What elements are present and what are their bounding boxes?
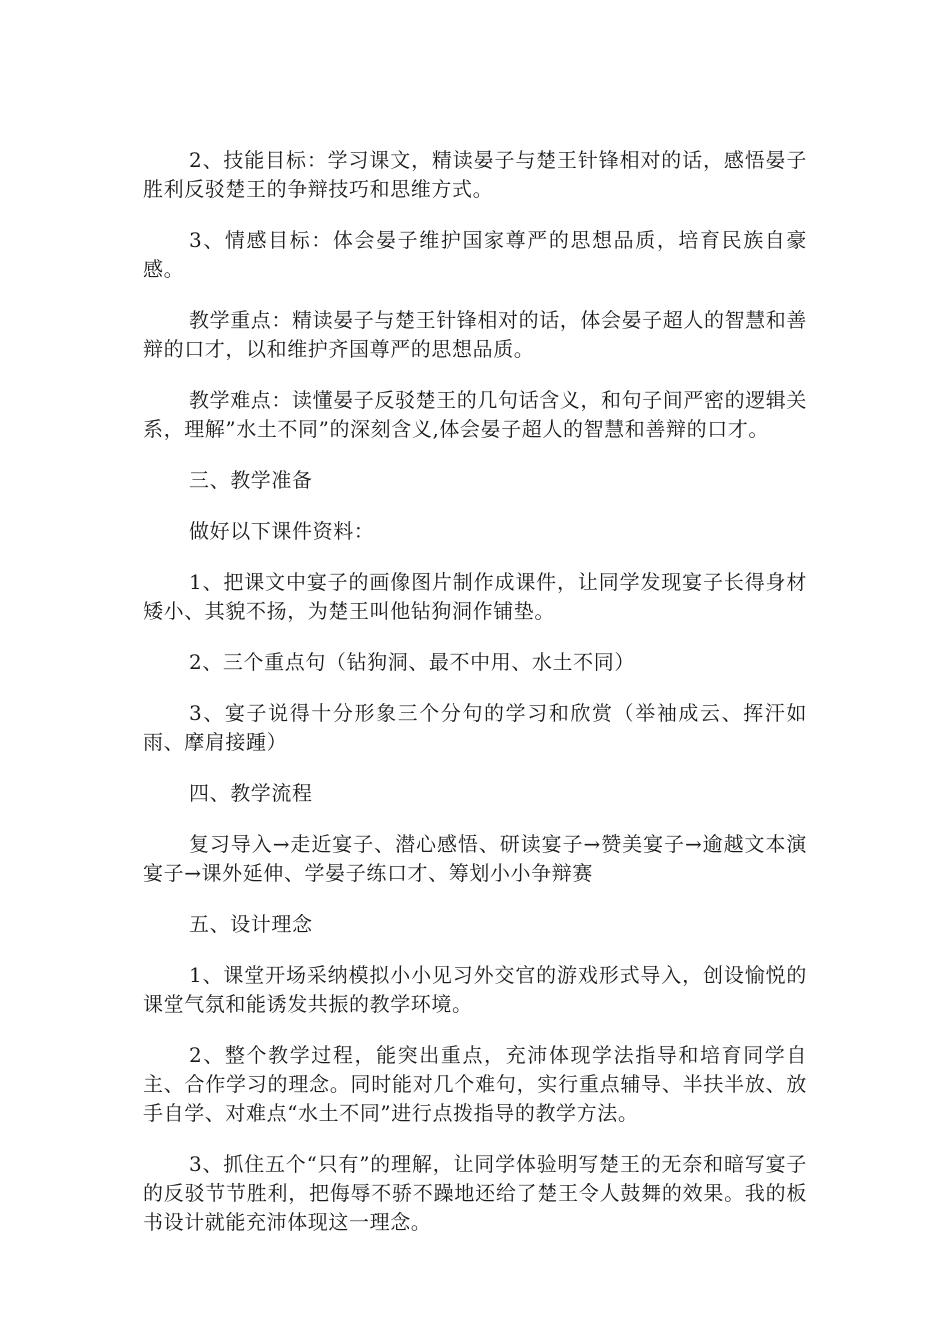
paragraph-prep-item-2: 2、三个重点句（钻狗洞、最不中用、水土不同） [189,650,635,674]
paragraph-prep-item-1: 1、把课文中宴子的画像图片制作成课件，让同学发现宴子长得身材矮小、其貌不扬，为楚王叫他钻狗洞作铺垫。 [143,570,807,623]
paragraph-design-item-1: 1、课堂开场采纳模拟小小见习外交官的游戏形式导入，创设愉悦的课堂气氛和能诱发共振的教学环境。 [143,963,807,1016]
paragraph-skill-goal: 2、技能目标：学习课文，精读晏子与楚王针锋相对的话，感悟晏子胜利反驳楚王的争辩技巧和思维方式。 [143,148,807,201]
section-heading-design: 五、设计理念 [189,912,313,936]
section-heading-preparation: 三、教学准备 [189,468,313,492]
paragraph-design-item-2: 2、整个教学过程，能突出重点，充沛体现学法指导和培育同学自主、合作学习的理念。同时能对几个难句，实行重点辅导、半扶半放、放手自学、对难点“水土不同”进行点拨指导的教学方法。 [143,1043,807,1125]
section-heading-flow: 四、教学流程 [189,781,313,805]
document-body [143,146,807,1259]
paragraph-teaching-difficulty: 教学难点：读懂晏子反驳楚王的几句话含义，和句子间严密的逻辑关系，理解”水土不同”的深刻含义,体会晏子超人的智慧和善辩的口才。 [143,388,807,441]
paragraph-design-item-3: 3、抓住五个“只有”的理解，让同学体验明写楚王的无奈和暗写宴子的反驳节节胜利，把侮辱不骄不躁地还给了楚王令人鼓舞的效果。我的板书设计就能充沛体现这一理念。 [143,1152,807,1234]
paragraph-emotion-goal: 3、情感目标：体会晏子维护国家尊严的思想品质，培育民族自豪感。 [143,228,807,281]
paragraph-teaching-focus: 教学重点：精读晏子与楚王针锋相对的话，体会晏子超人的智慧和善辩的口才，以和维护齐国尊严的思想品质。 [143,308,807,361]
paragraph-teaching-flow: 复习导入→走近宴子、潜心感悟、研读宴子→赞美宴子→逾越文本演宴子→课外延伸、学晏子练口才、筹划小小争辩赛 [143,832,807,885]
paragraph-prep-item-3: 3、宴子说得十分形象三个分句的学习和欣赏（举袖成云、挥汗如雨、摩肩接踵） [143,701,807,754]
paragraph-courseware-intro: 做好以下课件资料： [189,519,375,543]
